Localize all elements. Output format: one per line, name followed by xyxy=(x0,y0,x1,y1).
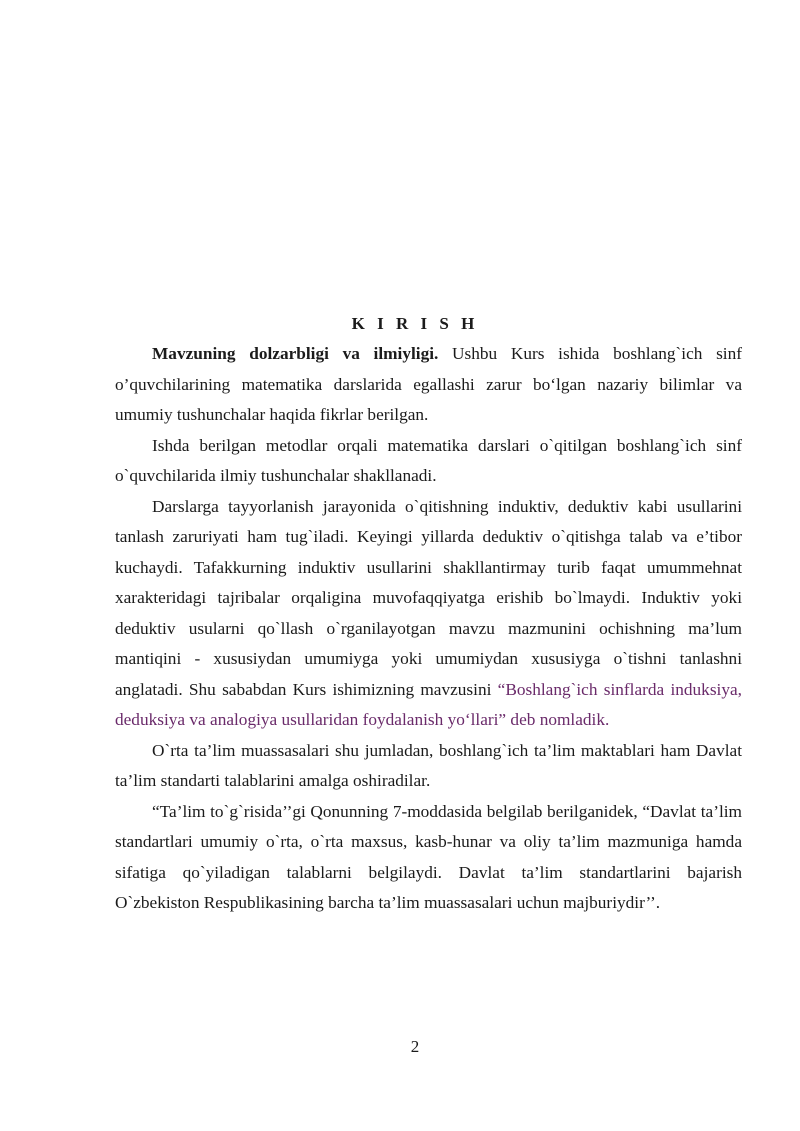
page-title: K I R I S H xyxy=(351,314,479,333)
paragraph-3-highlight: “Boshlang`ich sinflarda induksiya, deduksiya va analogiya usullaridan foydalanish yo‘llari” deb nomladik. xyxy=(115,679,742,729)
paragraph-2 xyxy=(115,431,742,492)
paragraph-5 xyxy=(115,797,742,919)
paragraph-4-text: O`rta ta’lim muassasalari shu jumladan, boshlang`ich ta’lim maktablari ham Davlat ta’lim standarti talablarini amalga oshiradilar. xyxy=(115,740,742,790)
paragraph-4 xyxy=(115,736,742,797)
paragraph-3 xyxy=(115,492,742,736)
page-number: 2 xyxy=(410,1037,420,1056)
paragraph-2-text: Ishda berilgan metodlar orqali matematika darslari o`qitilgan boshlang`ich sinf o`quvchilarida ilmiy tushunchalar shakllanadi. xyxy=(115,435,742,485)
paragraph-5-text: “Ta’lim to`g`risida’’gi Qonunning 7-moddasida belgilab berilganidek, “Davlat ta’lim standartlari umumiy o`rta, o`rta maxsus, kasb-hunar va oliy ta’lim mazmuniga hamda sifatiga qo`yiladigan talablarni belgilaydi. Davlat ta’lim standartlarini bajarish O`zbekiston Respublikasining barcha ta’lim muassasalari uchun majburiydir’’. xyxy=(115,801,742,912)
paragraph-3-text: Darslarga tayyorlanish jarayonida o`qitishning induktiv, deduktiv kabi usullarini tanlash zaruriyati ham tug`iladi. Keyingi yillarda deduktiv o`qitishga talab va e’tibor kuchaydi. Tafakkurning induktiv usullarini shakllantirmay turib faqat umummehnat xarakteridagi tajribalar orqaligina muvofaqqiyatga erishib bo`lmaydi. Induktiv yoki deduktiv usularni qo`llash o`rganilayotgan mavzu mazmunini ochishning ma’lum mantiqini - xususiydan umumiyga yoki umumiydan xususiyga o`tishni tanlashni anglatadi. Shu sababdan Kurs ishimizning mavzusini xyxy=(115,496,742,699)
paragraph-1 xyxy=(115,339,742,431)
paragraph-1-text: Ushbu Kurs ishida boshlang`ich sinf o’quvchilarining matematika darslarida egallashi zarur bo‘lgan nazariy bilimlar va umumiy tushunchalar haqida fikrlar berilgan. xyxy=(115,344,742,424)
paragraph-1-lead: Mavzuning dolzarbligi va ilmiyligi. xyxy=(152,344,439,363)
document-body xyxy=(115,339,742,919)
